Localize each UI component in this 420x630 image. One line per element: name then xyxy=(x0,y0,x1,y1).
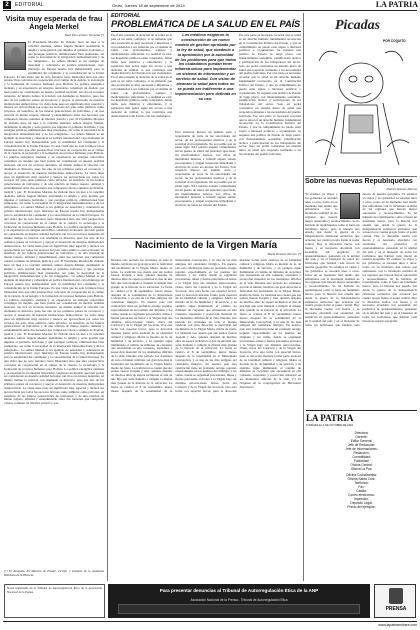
editorial-block xyxy=(111,13,301,238)
article-title: Nacimiento de la Virgen María xyxy=(134,240,278,251)
page-number: 2 xyxy=(3,1,11,9)
article-footnote: (*) Es Abogado, Ex Ministro de Estado, escritor y miembro de la Academia Boliviana de la Historia. xyxy=(4,570,104,577)
banner-subtext: Asociación Nacional de la Prensa - Tribunal de Autorregulación Ética xyxy=(190,598,288,602)
staff-box xyxy=(306,410,417,580)
author-photo xyxy=(340,193,360,219)
page-header xyxy=(0,0,420,12)
caricature-title: Picadas xyxy=(335,18,381,33)
banner-title: Para presentar denuncias al Tribunal de Autorregulación Ética de la ANP xyxy=(159,588,319,593)
nacimiento-article xyxy=(111,240,301,580)
anp-logo: PRENSA xyxy=(374,584,416,618)
editorial-col-2: Esta situación merece un análisis serio y responsable de parte de las autoridades del sector, de los profesionales médicos y de la sociedad civil organizada. No es posible que en pleno siglo XXI todavía existan comunidades sin un puesto de salud, sin personal capacitado, sin medicamentos básicos. Las cifras de mortalidad materna e infantil siguen siendo preocupantes y exigen respuestas inmediatas y efectivas de todos los niveles del Estado. Esta situación merece un análisis serio y responsable de parte de las autoridades del sector, de los profesionales médicos y de la sociedad civil organizada. No es posible que en pleno siglo XXI todavía existan comunidades sin un puesto de salud, sin personal capacitado, sin medicamentos básicos. Las cifras de mortalidad materna e infantil siguen siendo preocupantes y exigen respuestas inmediatas y efectivas de todos los niveles del Estado. xyxy=(175,131,236,208)
footer-left-box: Notas registradas en el Tribunal de Autorregulación Ética de la Asociación Nacional de la Prensa xyxy=(4,584,105,618)
republiquetas-article xyxy=(305,178,417,406)
article-body: Durante este período los cristianos en todo el mundo celebran con gran devoción la festividad del nacimiento de la Virgen María, madre de Jesús. La tradición nos cuenta que sus padres fueron Joaquín y Ana, quienes después de muchos años de espera recibieron el don de una hija que sería llamada a cumplir la misión más grande de la historia de la salvación. La fiesta se celebra el 8 de septiembre, nueve meses después de la solemnidad de la Inmaculada Concepción, y es una de las más antiguas del calendario litúrgico. En nuestro país esta celebración tiene un profundo arraigo popular, especialmente en los pueblos del altiplano y los valles, donde se organizan procesiones, misas y fiestas patronales en honor a la Virgen bajo sus distintas advocaciones. Oruro, tierra del Carnaval y de la Virgen del Socavón, vive esta fecha con especial fervor, pues la devoción mariana forma parte esencial de su identidad cultural y religiosa. María es modelo de fe, de humildad y de servicio, y su ejemplo sigue iluminando el camino de millones de creyentes que encuentran en ella consuelo, esperanza y protección maternal en los momentos difíciles de la vida. Durante este período los cristianos en todo el mundo celebran con gran devoción la festividad del nacimiento de la Virgen María, madre de Jesús. La tradición nos cuenta que sus padres fueron Joaquín y Ana, quienes después de muchos años de espera recibieron el don de una hija que sería llamada a cumplir la misión más grande de la historia de la salvación. La fiesta se celebra el 8 de septiembre, nueve meses después de la solemnidad de la Inmaculada Concepción, y es una de las más antiguas del calendario litúrgico. En nuestro país esta celebración tiene un profundo arraigo popular, especialmente en los pueblos del altiplano y los valles, donde se organizan procesiones, misas y fiestas patronales en honor a la Virgen bajo sus distintas advocaciones. Oruro, tierra del Carnaval y de la Virgen del Socavón, vive esta fecha con especial fervor, pues la devoción mariana forma parte esencial de su identidad cultural y religiosa. María es modelo de fe, de humildad y de servicio, y su ejemplo sigue iluminando el camino de millones de creyentes que encuentran en ella consuelo, esperanza y protección maternal en los momentos difíciles de la vida. Durante este período los cristianos en todo el mundo celebran con gran devoción la festividad del nacimiento de la Virgen María, madre de Jesús. La tradición nos cuenta que sus padres fueron Joaquín y Ana, quienes después de muchos años de espera recibieron el don de una hija que sería llamada a cumplir la misión más grande de la historia de la salvación. La fiesta se celebra el 8 de septiembre, nueve meses después de la solemnidad de la Inmaculada Concepción, y es una de las más antiguas del calendario litúrgico. En nuestro país esta celebración tiene un profundo arraigo popular, especialmente en los pueblos del altiplano y los valles, donde se organizan procesiones, misas y fiestas patronales en honor a la Virgen bajo sus distintas advocaciones. Oruro, tierra del Carnaval y de la Virgen del Socavón, vive esta fecha con especial fervor, pues la devoción mariana forma parte esencial de su identidad cultural y religiosa. María es modelo de fe, de humildad y de servicio, y su ejemplo sigue iluminando el camino de millones de creyentes que encuentran en ella consuelo, esperanza y protección maternal en los momentos difíciles de la vida. Durante este período los cristianos en todo el mundo celebran con gran devoción la festividad del nacimiento de la Virgen María, madre de Jesús. La tradición nos cuenta que sus padres fueron Joaquín y Ana, quienes después de muchos años de espera recibieron el don de una hija que sería llamada a cumplir la misión más grande de la historia de la salvación. La fiesta se celebra el 8 de septiembre, nueve meses después de la solemnidad de la Inmaculada Concepción, y es una de las más antiguas del calendario litúrgico. En nuestro país esta celebración tiene un profundo arraigo popular, especialmente en los pueblos del altiplano y los valles, donde se organizan procesiones, misas y fiestas patronales en honor a la Virgen bajo sus distintas advocaciones. Oruro, tierra del Carnaval y de la Virgen del Socavón, vive esta fecha con especial fervor, pues la devoción mariana forma parte esencial de su identidad cultural y religiosa. María es modelo de fe, de humildad y de servicio, y su ejemplo sigue iluminando el camino de millones de creyentes que encuentran en ella consuelo, esperanza y protección maternal en los momentos difíciles de la vida. (*) Es religiosa de la congregación de Hermanas Dominicas. xyxy=(111,258,301,393)
article-title: Visita muy esperada de frau Ángela Merkel xyxy=(5,14,103,31)
caricature-drawing xyxy=(305,43,417,173)
dateline: Oruro, Jueves 18 de septiembre de 2014 xyxy=(112,2,185,8)
article-byline: Ramiro Ramos Ramos xyxy=(386,187,417,191)
section-label: EDITORIAL xyxy=(15,2,45,8)
article-body: Ya estamos ya viejos y los gobiernos se suceden unos a otros, todos en su momento han tenido que enfrentarse con la incómoda realidad de las regiones que buscan mayor autonomía y reconocimiento. Se ha hablado de republiquetas como si fuera un fenómeno nuevo, pero la historia nos enseña que desde la guerra de la independencia existieron territorios que actuaron por cuenta propia frente al poder central. Hoy la discusión vuelve con fuerza y es necesario abordarla con serenidad, sin prejuicios ni apasionamientos, pensando en la unidad del país y en el bienestar de todos los bolivianos que habitan cada rincón de nuestra geografía. Ya estamos ya viejos y los gobiernos se suceden unos a otros, todos en su momento han tenido que enfrentarse con la incómoda realidad de las regiones que buscan mayor autonomía y reconocimiento. Se ha hablado de republiquetas como si fuera un fenómeno nuevo, pero la historia nos enseña que desde la guerra de la independencia existieron territorios que actuaron por cuenta propia frente al poder central. Hoy la discusión vuelve con fuerza y es necesario abordarla con serenidad, sin prejuicios ni apasionamientos, pensando en la unidad del país y en el bienestar de todos los bolivianos que habitan cada rincón de nuestra geografía. Ya estamos ya viejos y los gobiernos se suceden unos a otros, todos en su momento han tenido que enfrentarse con la incómoda realidad de las regiones que buscan mayor autonomía y reconocimiento. Se ha hablado de republiquetas como si fuera un fenómeno nuevo, pero la historia nos enseña que desde la guerra de la independencia existieron territorios que actuaron por cuenta propia frente al poder central. Hoy la discusión vuelve con fuerza y es necesario abordarla con serenidad, sin prejuicios ni apasionamientos, pensando en la unidad del país y en el bienestar de todos los bolivianos que habitan cada rincón de nuestra geografía. Ya estamos ya viejos y los gobiernos se suceden unos a otros, todos en su momento han tenido que enfrentarse con la incómoda realidad de las regiones que buscan mayor autonomía y reconocimiento. Se ha hablado de republiquetas como si fuera un fenómeno nuevo, pero la historia nos enseña que desde la guerra de la independencia existieron territorios que actuaron por cuenta propia frente al poder central. Hoy la discusión vuelve con fuerza y es necesario abordarla con serenidad, sin prejuicios ni apasionamientos, pensando en la unidad del país y en el bienestar de todos los bolivianos que habitan cada rincón de nuestra geografía. xyxy=(305,192,417,327)
staff-list-1: Directora: Gerente: Editor General: Jefe de Redacción: Jefe de Informaciones: Redacción: Contabilidad: Publicidad: Oficina Central: Oficina La Paz: xyxy=(345,431,378,471)
caricature xyxy=(305,13,417,173)
editorial-quote: Los médicos exigieron la construcción de un nuevo modelo de gestión aprobado por la ley de salud, que obedeció a la aprobación por la autoridad de los problemas para que todos los ciudadanos puedan tener infraestructura para implementar un sistema de información y un servicio de salud. Con visión de alcanzar la salud para todos no se pueda ser indiferente a una implementación pero definida en su uso. xyxy=(175,33,236,101)
staff-tagline: FUNDADA EL 4 DE OCTUBRE DE 1919 xyxy=(306,424,353,427)
editorial-tag: EDITORIAL xyxy=(111,13,141,19)
article-byline: Raúl Pino-Ichazo Terrazas (*) xyxy=(64,33,104,37)
editorial-title: PROBLEMÁTICA DE LA SALUD EN EL PAÍS xyxy=(111,19,301,29)
ethics-banner xyxy=(108,584,370,618)
masthead-small: LA PATRIA xyxy=(375,0,418,9)
visita-article xyxy=(4,14,104,580)
article-byline: Maria Rosario Alcocer (*) xyxy=(267,252,301,256)
footer-url[interactable]: www.lapatriaenlinea.com xyxy=(378,623,417,627)
staff-masthead: LA PATRIA xyxy=(306,413,354,423)
article-title: Sobre las nuevas Republiquetas xyxy=(305,178,413,185)
editorial-col-3: Por otra parte es necesario recordar que la salud es un derecho humano fundamental reconocido en la Constitución Política del Estado, y que su cumplimiento no puede estar sujeto a intereses políticos o coyunturales. Se requiere una política de Estado de largo plazo, con financiamiento sostenible, planificación técnica y participación de los trabajadores del sector. Solo así podrá construirse un sistema único de salud que responda realmente a las necesidades del pueblo boliviano. Por otra parte es necesario recordar que la salud es un derecho humano fundamental reconocido en la Constitución Política del Estado, y que su cumplimiento no puede estar sujeto a intereses políticos o coyunturales. Se requiere una política de Estado de largo plazo, con financiamiento sostenible, planificación técnica y participación de los trabajadores del sector. Solo así podrá construirse un sistema único de salud que responda realmente a las necesidades del pueblo boliviano. Por otra parte es necesario recordar que la salud es un derecho humano fundamental reconocido en la Constitución Política del Estado, y que su cumplimiento no puede estar sujeto a intereses políticos o coyunturales. Se requiere una política de Estado de largo plazo, con financiamiento sostenible, planificación técnica y participación de los trabajadores del sector. Solo así podrá construirse un sistema único de salud que responda realmente a las necesidades del pueblo boliviano. xyxy=(239,34,301,157)
staff-list-2: Oficina Cochabamba: Oficina Santa Cruz: Teléfonos: Fax: Casilla: Correo electrónico: Impresión: Depósito Legal: Precio del ejemplar: xyxy=(346,473,377,509)
editorial-col-1: En el año presente la atención de la salud en el país es un tema complejo, si se entiende que una prestación es muy necesaria e imperiosa y con tendencias a ser cubiertas por el sistema de salud, con profesionales, equipos y medicamentos suficientes. La realidad es otra: los hospitales públicos están colapsados, faltan ítems para médicos y enfermeras, y la población más pobre sigue sin acceso a una atención de calidad, lo que constituye una deuda histórica del Estado con sus ciudadanos. En el año presente la atención de la salud en el país es un tema complejo, si se entiende que una prestación es muy necesaria e imperiosa y con tendencias a ser cubiertas por el sistema de salud, con profesionales, equipos y medicamentos suficientes. La realidad es otra: los hospitales públicos están colapsados, faltan ítems para médicos y enfermeras, y la población más pobre sigue sin acceso a una atención de calidad, lo que constituye una deuda histórica del Estado con sus ciudadanos. xyxy=(111,34,172,118)
caricature-author: POR COQUITO xyxy=(383,39,406,43)
article-body: El Presidente Morales ha visitado hace un mes a la canciller alemana, señora Ángela Merkel, atendiendo la amplia y seria gestión que impulsa el gobierno boliviano y que persigue políticas, eliminaciones bien planteadas, así como la necesidad de la integración latinoamericana y de los refugiados... La señora Merkel es un ejemplo de tenacidad y coherencia en política internacional, cuyo liderazgo en Europa resulta hoy indispensable para la estabilidad del continente y la consolidación de la Unión Europea. Es una visita que no solo fortalece lazos bilaterales sino que abre perspectivas concretas de cooperación en el campo de la ciencia, la tecnología y la formación de recursos humanos para Bolivia. La política energética alemana y su experiencia en energías renovables constituye un modelo que bien podría ser considerado en nuestra realidad nacional, tan rica en recursos naturales. Al mismo tiempo la relación con Alemania es histórica, pues fue uno de los primeros países en reconocer y apoyar el desarrollo de nuestras instituciones democráticas. La visita tiene pues un significado muy especial y merece ser aprovechada por todos los sectores del país, tanto públicos como privados, en beneficio de las futuras generaciones de bolivianos y de una relación de mutuo respeto, amistad y entendimiento entre dos naciones que comparten valores comunes de libertad, justicia y paz. El Presidente Morales ha visitado hace un mes a la canciller alemana, señora Ángela Merkel, atendiendo la amplia y seria gestión que impulsa el gobierno boliviano y que persigue políticas, eliminaciones bien planteadas, así como la necesidad de la integración latinoamericana y de los refugiados... La señora Merkel es un ejemplo de tenacidad y coherencia en política internacional, cuyo liderazgo en Europa resulta hoy indispensable para la estabilidad del continente y la consolidación de la Unión Europea. Es una visita que no solo fortalece lazos bilaterales sino que abre perspectivas concretas de cooperación en el campo de la ciencia, la tecnología y la formación de recursos humanos para Bolivia. La política energética alemana y su experiencia en energías renovables constituye un modelo que bien podría ser considerado en nuestra realidad nacional, tan rica en recursos naturales. Al mismo tiempo la relación con Alemania es histórica, pues fue uno de los primeros países en reconocer y apoyar el desarrollo de nuestras instituciones democráticas. La visita tiene pues un significado muy especial y merece ser aprovechada por todos los sectores del país, tanto públicos como privados, en beneficio de las futuras generaciones de bolivianos y de una relación de mutuo respeto, amistad y entendimiento entre dos naciones que comparten valores comunes de libertad, justicia y paz. El Presidente Morales ha visitado hace un mes a la canciller alemana, señora Ángela Merkel, atendiendo la amplia y seria gestión que impulsa el gobierno boliviano y que persigue políticas, eliminaciones bien planteadas, así como la necesidad de la integración latinoamericana y de los refugiados... La señora Merkel es un ejemplo de tenacidad y coherencia en política internacional, cuyo liderazgo en Europa resulta hoy indispensable para la estabilidad del continente y la consolidación de la Unión Europea. Es una visita que no solo fortalece lazos bilaterales sino que abre perspectivas concretas de cooperación en el campo de la ciencia, la tecnología y la formación de recursos humanos para Bolivia. La política energética alemana y su experiencia en energías renovables constituye un modelo que bien podría ser considerado en nuestra realidad nacional, tan rica en recursos naturales. Al mismo tiempo la relación con Alemania es histórica, pues fue uno de los primeros países en reconocer y apoyar el desarrollo de nuestras instituciones democráticas. La visita tiene pues un significado muy especial y merece ser aprovechada por todos los sectores del país, tanto públicos como privados, en beneficio de las futuras generaciones de bolivianos y de una relación de mutuo respeto, amistad y entendimiento entre dos naciones que comparten valores comunes de libertad, justicia y paz. El Presidente Morales ha visitado hace un mes a la canciller alemana, señora Ángela Merkel, atendiendo la amplia y seria gestión que impulsa el gobierno boliviano y que persigue políticas, eliminaciones bien planteadas, así como la necesidad de la integración latinoamericana y de los refugiados... La señora Merkel es un ejemplo de tenacidad y coherencia en política internacional, cuyo liderazgo en Europa resulta hoy indispensable para la estabilidad del continente y la consolidación de la Unión Europea. Es una visita que no solo fortalece lazos bilaterales sino que abre perspectivas concretas de cooperación en el campo de la ciencia, la tecnología y la formación de recursos humanos para Bolivia. La política energética alemana y su experiencia en energías renovables constituye un modelo que bien podría ser considerado en nuestra realidad nacional, tan rica en recursos naturales. Al mismo tiempo la relación con Alemania es histórica, pues fue uno de los primeros países en reconocer y apoyar el desarrollo de nuestras instituciones democráticas. La visita tiene pues un significado muy especial y merece ser aprovechada por todos los sectores del país, tanto públicos como privados, en beneficio de las futuras generaciones de bolivianos y de una relación de mutuo respeto, amistad y entendimiento entre dos naciones que comparten valores comunes de libertad, justicia y paz. El Presidente Morales ha visitado hace un mes a la canciller alemana, señora Ángela Merkel, atendiendo la amplia y seria gestión que impulsa el gobierno boliviano y que persigue políticas, eliminaciones bien planteadas, así como la necesidad de la integración latinoamericana y de los refugiados... La señora Merkel es un ejemplo de tenacidad y coherencia en política internacional, cuyo liderazgo en Europa resulta hoy indispensable para la estabilidad del continente y la consolidación de la Unión Europea. Es una visita que no solo fortalece lazos bilaterales sino que abre perspectivas concretas de cooperación en el campo de la ciencia, la tecnología y la formación de recursos humanos para Bolivia. La política energética alemana y su experiencia en energías renovables constituye un modelo que bien podría ser considerado en nuestra realidad nacional, tan rica en recursos naturales. Al mismo tiempo la relación con Alemania es histórica, pues fue uno de los primeros países en reconocer y apoyar el desarrollo de nuestras instituciones democráticas. La visita tiene pues un significado muy especial y merece ser aprovechada por todos los sectores del país, tanto públicos como privados, en beneficio de las futuras generaciones de bolivianos y de una relación de mutuo respeto, amistad y entendimiento entre dos naciones que comparten valores comunes de libertad, justicia y paz. xyxy=(4,40,104,406)
